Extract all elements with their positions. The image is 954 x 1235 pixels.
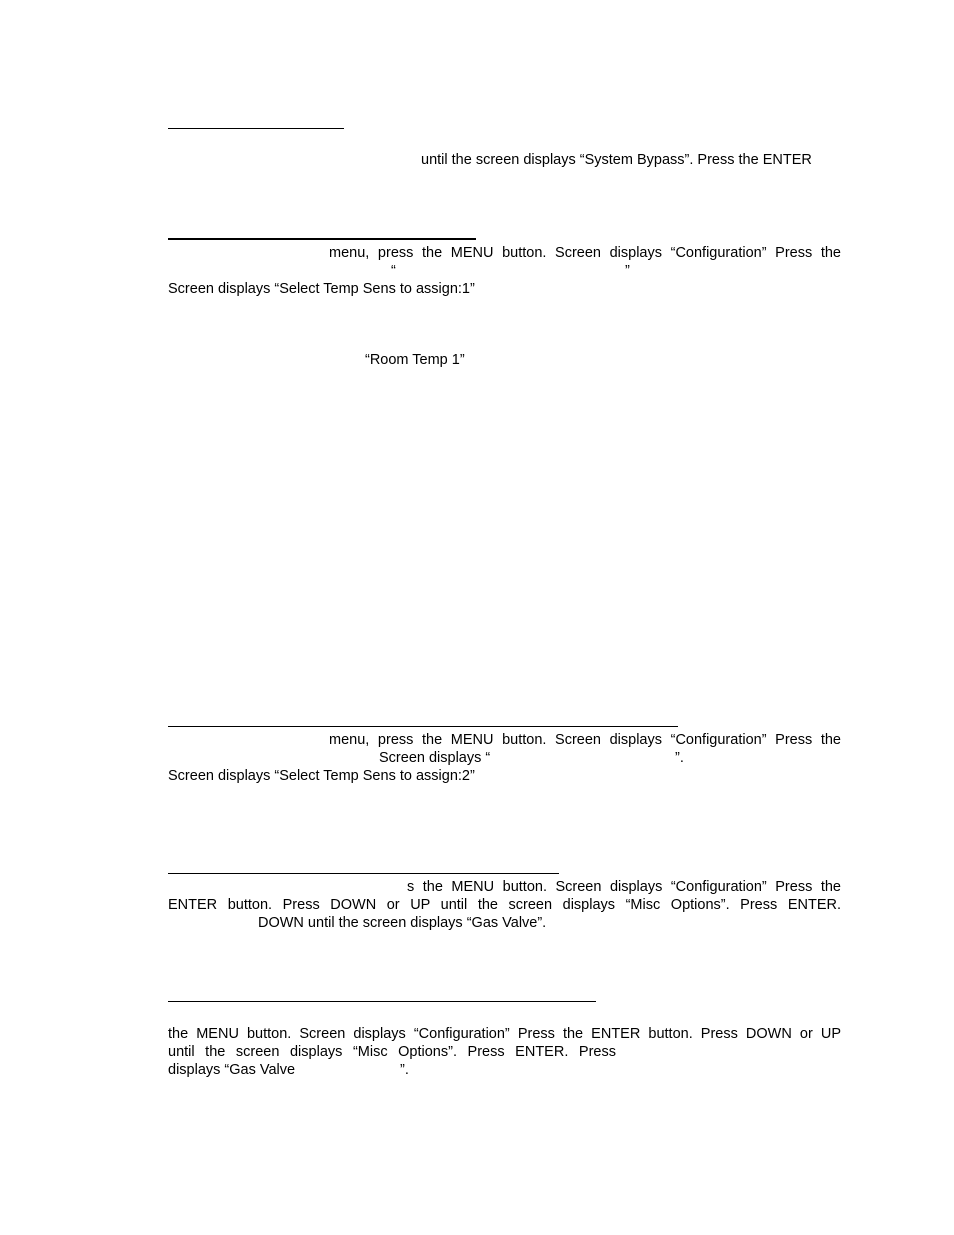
section1-line1: until the screen displays “System Bypass”. Press the ENTER xyxy=(421,152,812,168)
section5-line3-start: displays “Gas Valve xyxy=(168,1062,296,1078)
section2-line1: menu, press the MENU button. Screen displays “Configuration” Press the xyxy=(329,245,841,261)
section-heading-underline xyxy=(168,128,344,129)
section2-line4: “Room Temp 1” xyxy=(365,352,465,368)
section2-close-quote: ” xyxy=(625,263,630,279)
section3-line2-end: ”. xyxy=(675,750,684,766)
section-heading-underline xyxy=(168,726,678,727)
section-heading-underline xyxy=(168,873,559,874)
section3-line2-start: Screen displays “ xyxy=(379,750,491,766)
section3-line1: menu, press the MENU button. Screen displays “Configuration” Press the xyxy=(329,732,841,748)
section4-line3: DOWN until the screen displays “Gas Valve”. xyxy=(258,915,547,931)
section2-open-quote: “ xyxy=(391,263,396,279)
section3-line3: Screen displays “Select Temp Sens to assign:2” xyxy=(168,768,475,784)
section-heading-underline xyxy=(168,1001,596,1002)
section5-line2: until the screen displays “Misc Options”. Press ENTER. Press xyxy=(168,1044,616,1060)
section4-line1: s the MENU button. Screen displays “Configuration” Press the xyxy=(407,879,841,895)
section2-line3: Screen displays “Select Temp Sens to assign:1” xyxy=(168,281,475,297)
section5-line1: the MENU button. Screen displays “Configuration” Press the ENTER button. Press DOWN or UP xyxy=(168,1026,841,1042)
section-heading-underline xyxy=(168,238,476,240)
section5-line3-end: ”. xyxy=(400,1062,409,1078)
section4-line2: ENTER button. Press DOWN or UP until the screen displays “Misc Options”. Press ENTER. xyxy=(168,897,841,913)
